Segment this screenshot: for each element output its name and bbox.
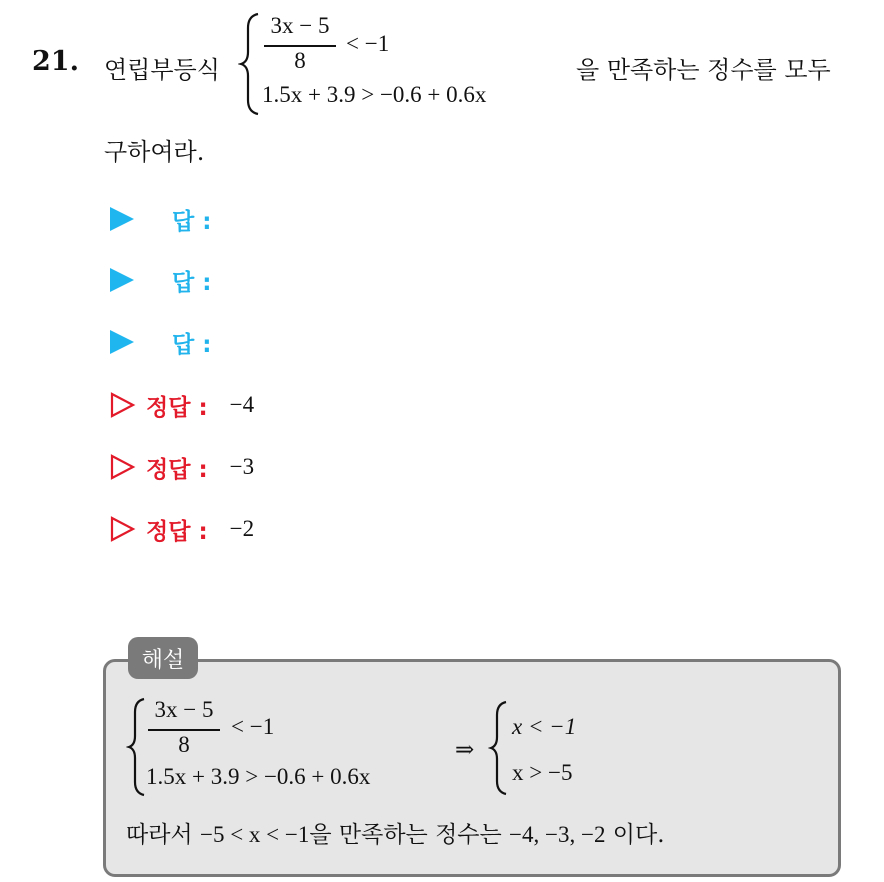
question-eq1-numerator: 3x − 5 (270, 13, 330, 38)
outline-triangle-icon (110, 516, 136, 542)
explanation-eq1-numerator: 3x − 5 (154, 697, 214, 722)
explanation-eq1-denominator: 8 (178, 732, 190, 757)
solution-value: −4 (229, 392, 255, 417)
play-triangle-icon (110, 330, 134, 354)
answer-row (110, 202, 212, 236)
solution-label: 정답 : (146, 456, 208, 483)
question-eq1-denominator: 8 (294, 48, 306, 73)
explanation-tab: 해설 (128, 637, 198, 679)
implies-arrow: ⇒ (455, 737, 475, 762)
question-suffix: 을 만족하는 정수를 모두 (576, 56, 831, 84)
question-eq2: 1.5x + 3.9 > −0.6 + 0.6x (262, 82, 487, 107)
outline-triangle-icon (110, 392, 136, 418)
explanation-eq1-fraction-bar (148, 729, 220, 731)
conclusion-values: −4, −3, −2 (509, 822, 606, 847)
conclusion-mid: 을 만족하는 정수는 (309, 822, 502, 848)
question-number: 21. (32, 46, 79, 77)
solution-row (110, 512, 254, 546)
play-triangle-icon (110, 207, 134, 231)
solution-value: −2 (229, 516, 255, 541)
result-2-text: x > −5 (512, 760, 573, 785)
solution-row (110, 388, 254, 422)
solution-label: 정답 : (146, 518, 208, 545)
answer-label: 답 : (172, 208, 212, 235)
solution-value: −3 (229, 454, 255, 479)
play-triangle-icon (110, 268, 134, 292)
result-left-brace (488, 700, 510, 796)
system-left-brace (238, 12, 262, 116)
conclusion-inequality: −5 < x < −1 (199, 822, 310, 847)
result-1-text: x < −1 (512, 714, 577, 739)
question-prefix: 연립부등식 (104, 56, 220, 84)
question-line2: 구하여라. (104, 138, 205, 166)
answer-row (110, 325, 212, 359)
solution-label: 정답 : (146, 394, 208, 421)
question-eq1-fraction-bar (264, 45, 336, 47)
explanation-eq2: 1.5x + 3.9 > −0.6 + 0.6x (146, 764, 371, 789)
answer-row (110, 263, 212, 297)
explanation-conclusion (126, 816, 665, 849)
result-line-1 (512, 714, 576, 740)
answer-label: 답 : (172, 269, 212, 296)
question-eq1-rhs: < −1 (346, 31, 390, 56)
explanation-left-brace (126, 697, 148, 797)
conclusion-prefix: 따라서 (126, 822, 193, 848)
explanation-eq1-rhs: < −1 (231, 714, 275, 739)
answer-label: 답 : (172, 331, 212, 358)
outline-triangle-icon (110, 454, 136, 480)
conclusion-suffix: 이다. (612, 822, 665, 848)
result-line-2 (512, 760, 572, 786)
solution-row (110, 450, 254, 484)
